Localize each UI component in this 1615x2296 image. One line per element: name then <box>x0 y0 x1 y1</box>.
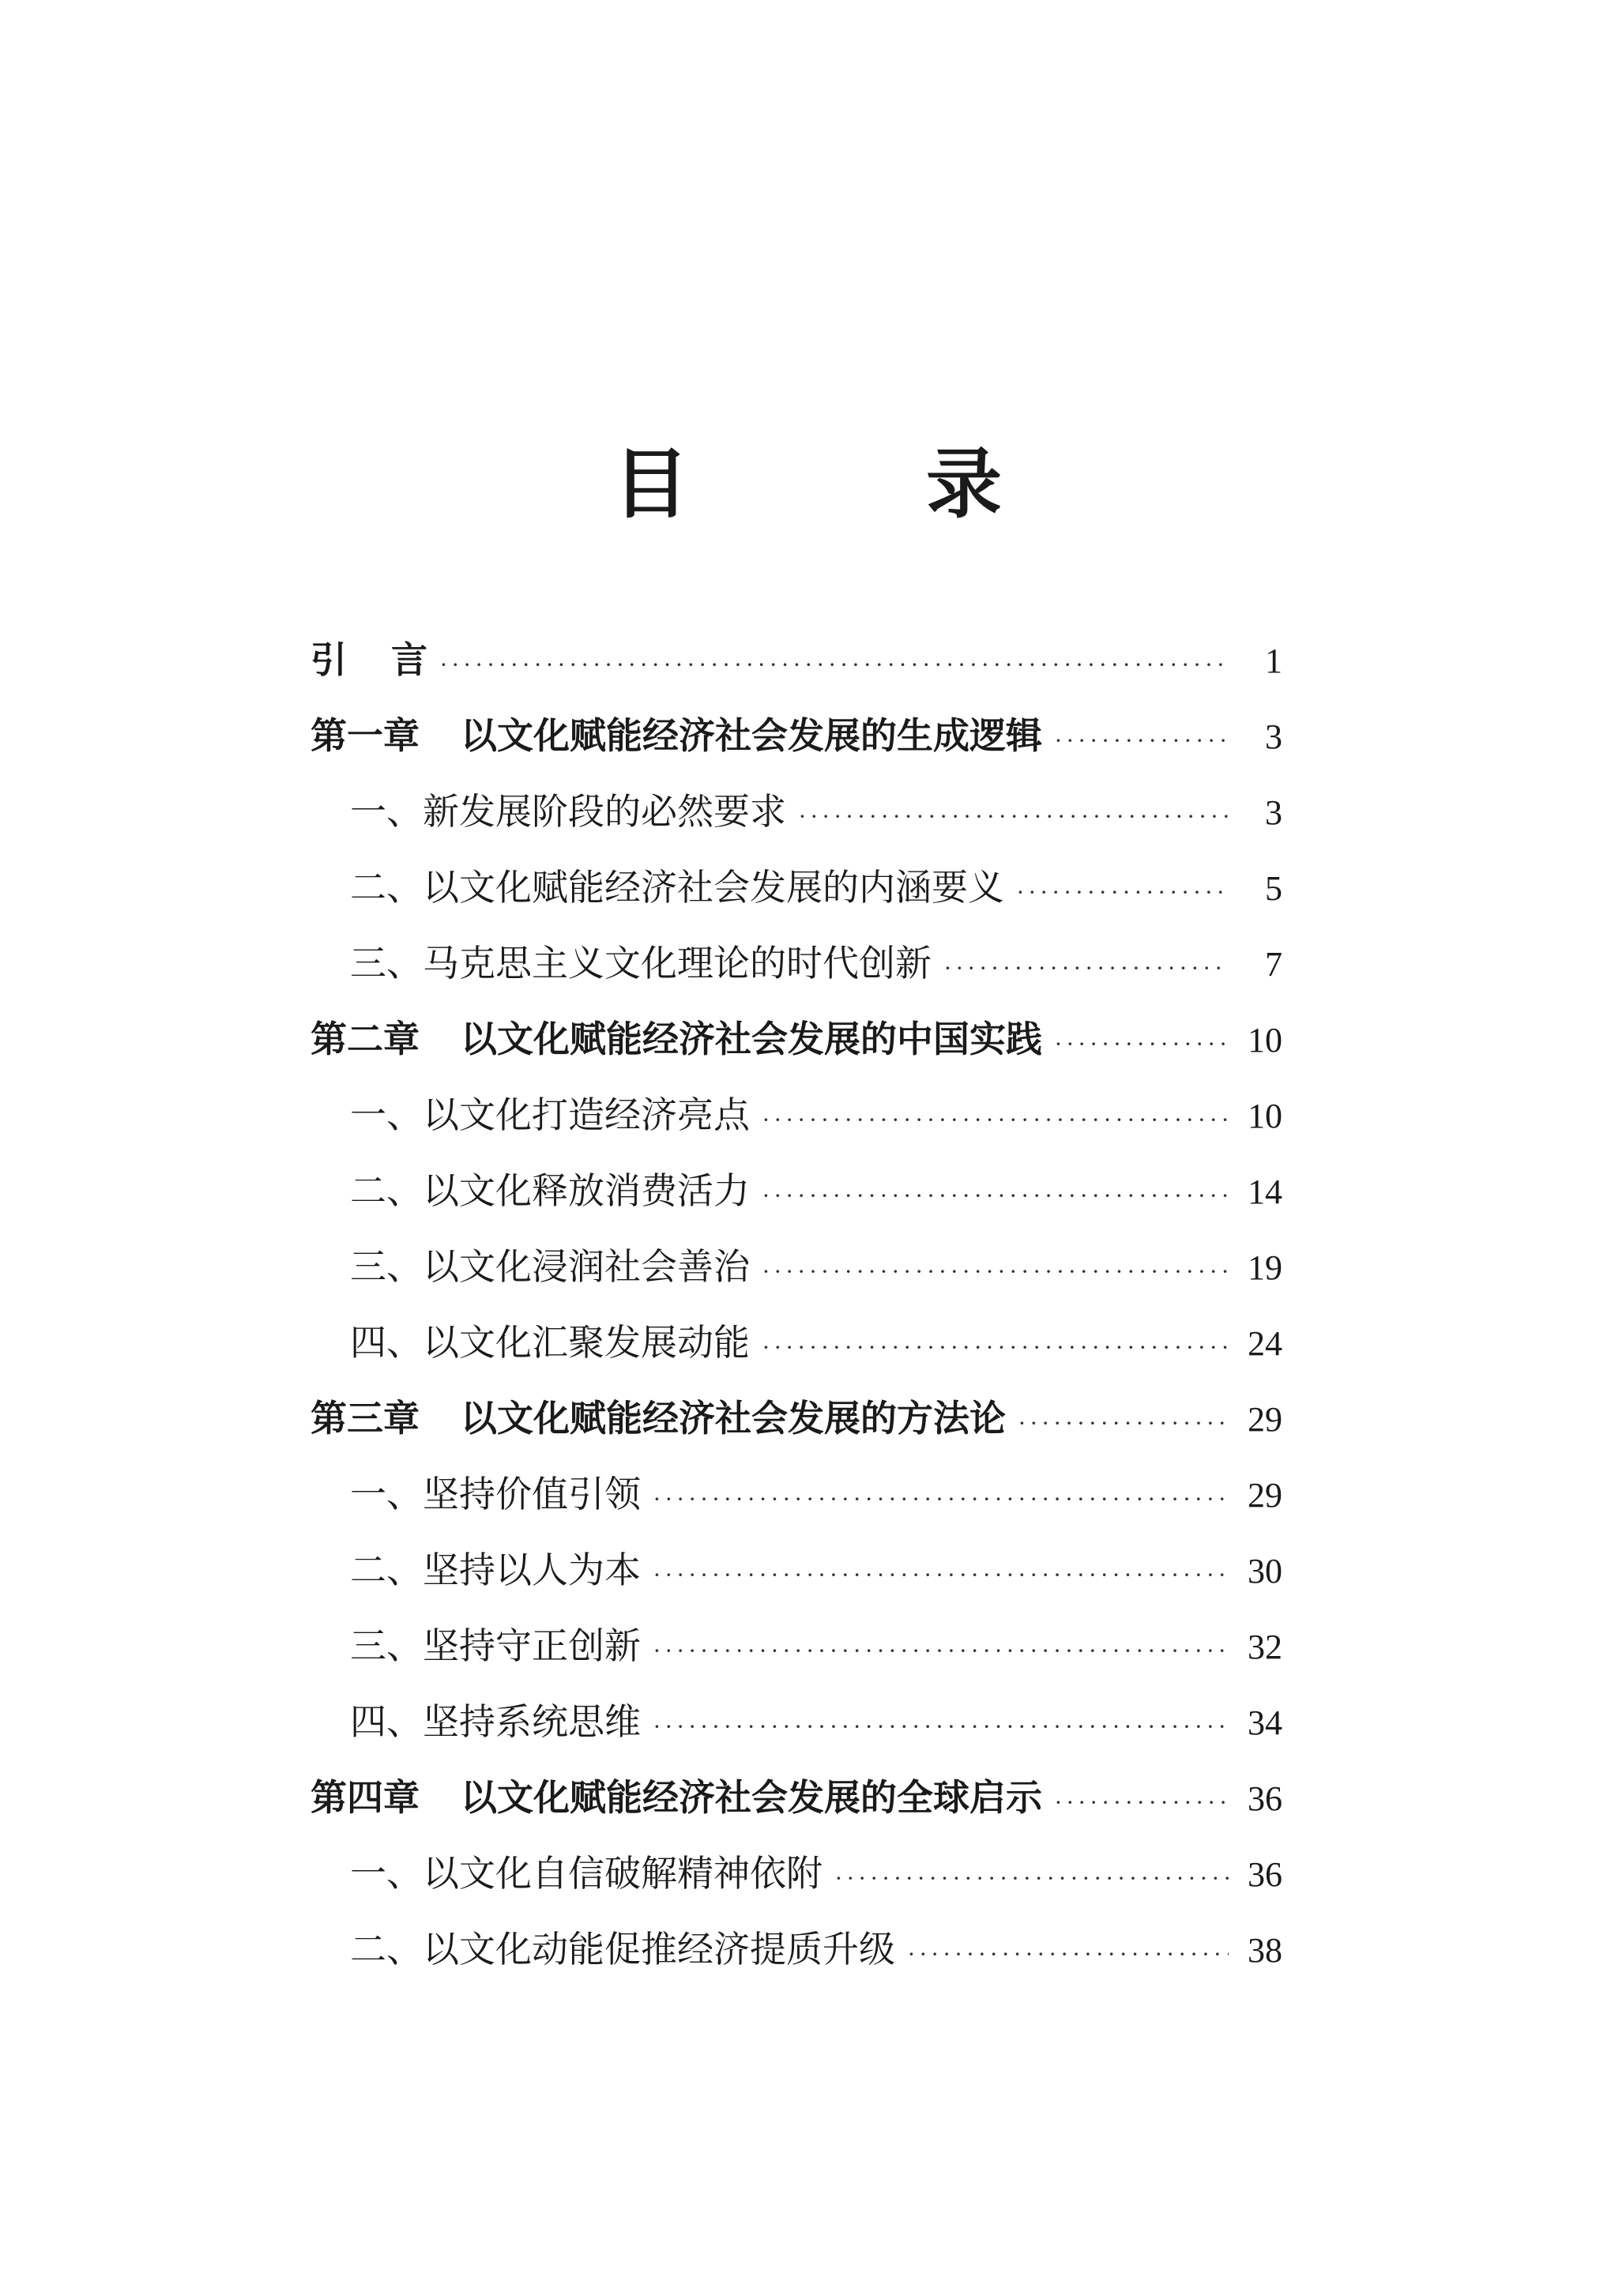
page-number: 32 <box>1248 1628 1282 1666</box>
dot-leader <box>653 1613 1229 1689</box>
dot-leader <box>1055 703 1229 779</box>
toc-entry-intro[interactable] <box>311 622 1282 698</box>
toc-section[interactable] <box>311 849 1282 925</box>
page-number: 38 <box>1248 1931 1282 1970</box>
dot-leader <box>1018 1386 1229 1462</box>
toc-section[interactable] <box>311 1835 1282 1911</box>
toc-entry-label: 二、以文化释放消费活力 <box>350 1169 750 1212</box>
toc-chapter-2[interactable] <box>311 1001 1282 1077</box>
dot-leader <box>762 1082 1229 1158</box>
page-number: 29 <box>1248 1400 1282 1439</box>
toc-entry-label <box>311 698 1042 773</box>
toc-entry-label: 三、以文化浸润社会善治 <box>350 1245 750 1288</box>
dot-leader <box>440 627 1229 703</box>
toc-entry-label <box>311 1760 1042 1835</box>
dot-leader <box>799 779 1229 855</box>
page-title <box>0 433 1615 536</box>
dot-leader <box>835 1841 1229 1917</box>
toc-section[interactable] <box>311 925 1282 1001</box>
toc-section[interactable] <box>311 1456 1282 1532</box>
chapter-title: 以文化赋能经济社会发展的全球启示 <box>461 1776 1042 1819</box>
dot-leader <box>1055 1765 1229 1841</box>
toc-chapter-3[interactable] <box>311 1380 1282 1456</box>
toc-chapter-1[interactable] <box>311 698 1282 773</box>
toc-section[interactable] <box>311 773 1282 849</box>
toc-entry-label: 三、坚持守正创新 <box>350 1624 641 1667</box>
toc-entry-label: 一、以文化自信破解精神依附 <box>350 1852 823 1895</box>
title-char-1: 目 <box>613 439 689 529</box>
toc-entry-label <box>311 1380 1006 1456</box>
page-number: 30 <box>1248 1552 1282 1590</box>
toc-chapter-4[interactable] <box>311 1760 1282 1835</box>
dot-leader <box>1055 1007 1229 1082</box>
chapter-title: 以文化赋能经济社会发展的中国实践 <box>461 1018 1042 1060</box>
page-number: 34 <box>1248 1703 1282 1742</box>
toc-section[interactable] <box>311 1153 1282 1229</box>
page-number: 3 <box>1265 717 1282 756</box>
toc-entry-label: 二、坚持以人为本 <box>350 1549 641 1591</box>
table-of-contents <box>311 622 1282 1987</box>
dot-leader <box>944 931 1229 1007</box>
toc-section[interactable] <box>311 1911 1282 1987</box>
toc-entry-label: 一、以文化打造经济亮点 <box>350 1093 750 1136</box>
page-number: 36 <box>1248 1779 1282 1818</box>
toc-section[interactable] <box>311 1077 1282 1153</box>
page-number: 5 <box>1265 869 1282 908</box>
intro-label-char-1: 引 <box>311 638 347 681</box>
title-char-2: 录 <box>926 439 1002 529</box>
page-number: 14 <box>1248 1172 1282 1211</box>
dot-leader <box>653 1462 1229 1538</box>
page-number: 10 <box>1248 1097 1282 1135</box>
page-number: 36 <box>1248 1855 1282 1894</box>
toc-section[interactable] <box>311 1532 1282 1608</box>
chapter-title: 以文化赋能经济社会发展的方法论 <box>461 1397 1006 1440</box>
dot-leader <box>762 1234 1229 1310</box>
dot-leader <box>762 1310 1229 1386</box>
page-number: 7 <box>1265 945 1282 984</box>
intro-label-char-2: 言 <box>391 638 427 681</box>
toc-entry-label: 一、坚持价值引领 <box>350 1473 641 1515</box>
page-number: 24 <box>1248 1324 1282 1363</box>
page-number: 29 <box>1248 1476 1282 1515</box>
page-number: 1 <box>1265 642 1282 680</box>
toc-entry-label <box>311 622 427 698</box>
chapter-title: 以文化赋能经济社会发展的生成逻辑 <box>461 714 1042 757</box>
toc-section[interactable] <box>311 1684 1282 1760</box>
toc-entry-label: 四、坚持系统思维 <box>350 1700 641 1743</box>
page-number: 3 <box>1265 793 1282 832</box>
toc-entry-label: 三、马克思主义文化理论的时代创新 <box>350 942 932 984</box>
chapter-number: 第二章 <box>311 1018 420 1060</box>
dot-leader <box>908 1917 1229 1993</box>
dot-leader <box>653 1689 1229 1765</box>
dot-leader <box>762 1158 1229 1234</box>
dot-leader <box>1017 855 1229 931</box>
toc-section[interactable] <box>311 1304 1282 1380</box>
toc-entry-label: 二、以文化动能促推经济提质升级 <box>350 1928 895 1970</box>
page-number: 19 <box>1248 1248 1282 1287</box>
toc-entry-label: 二、以文化赋能经济社会发展的内涵要义 <box>350 866 1004 909</box>
page-number: 10 <box>1248 1021 1282 1060</box>
toc-entry-label <box>311 1001 1042 1077</box>
chapter-number: 第一章 <box>311 714 420 757</box>
toc-entry-label: 四、以文化汇聚发展动能 <box>350 1321 750 1364</box>
chapter-number: 第三章 <box>311 1397 420 1440</box>
toc-section[interactable] <box>311 1608 1282 1684</box>
toc-section[interactable] <box>311 1229 1282 1304</box>
chapter-number: 第四章 <box>311 1776 420 1819</box>
dot-leader <box>653 1538 1229 1613</box>
toc-entry-label: 一、新发展阶段的必然要求 <box>350 790 786 833</box>
